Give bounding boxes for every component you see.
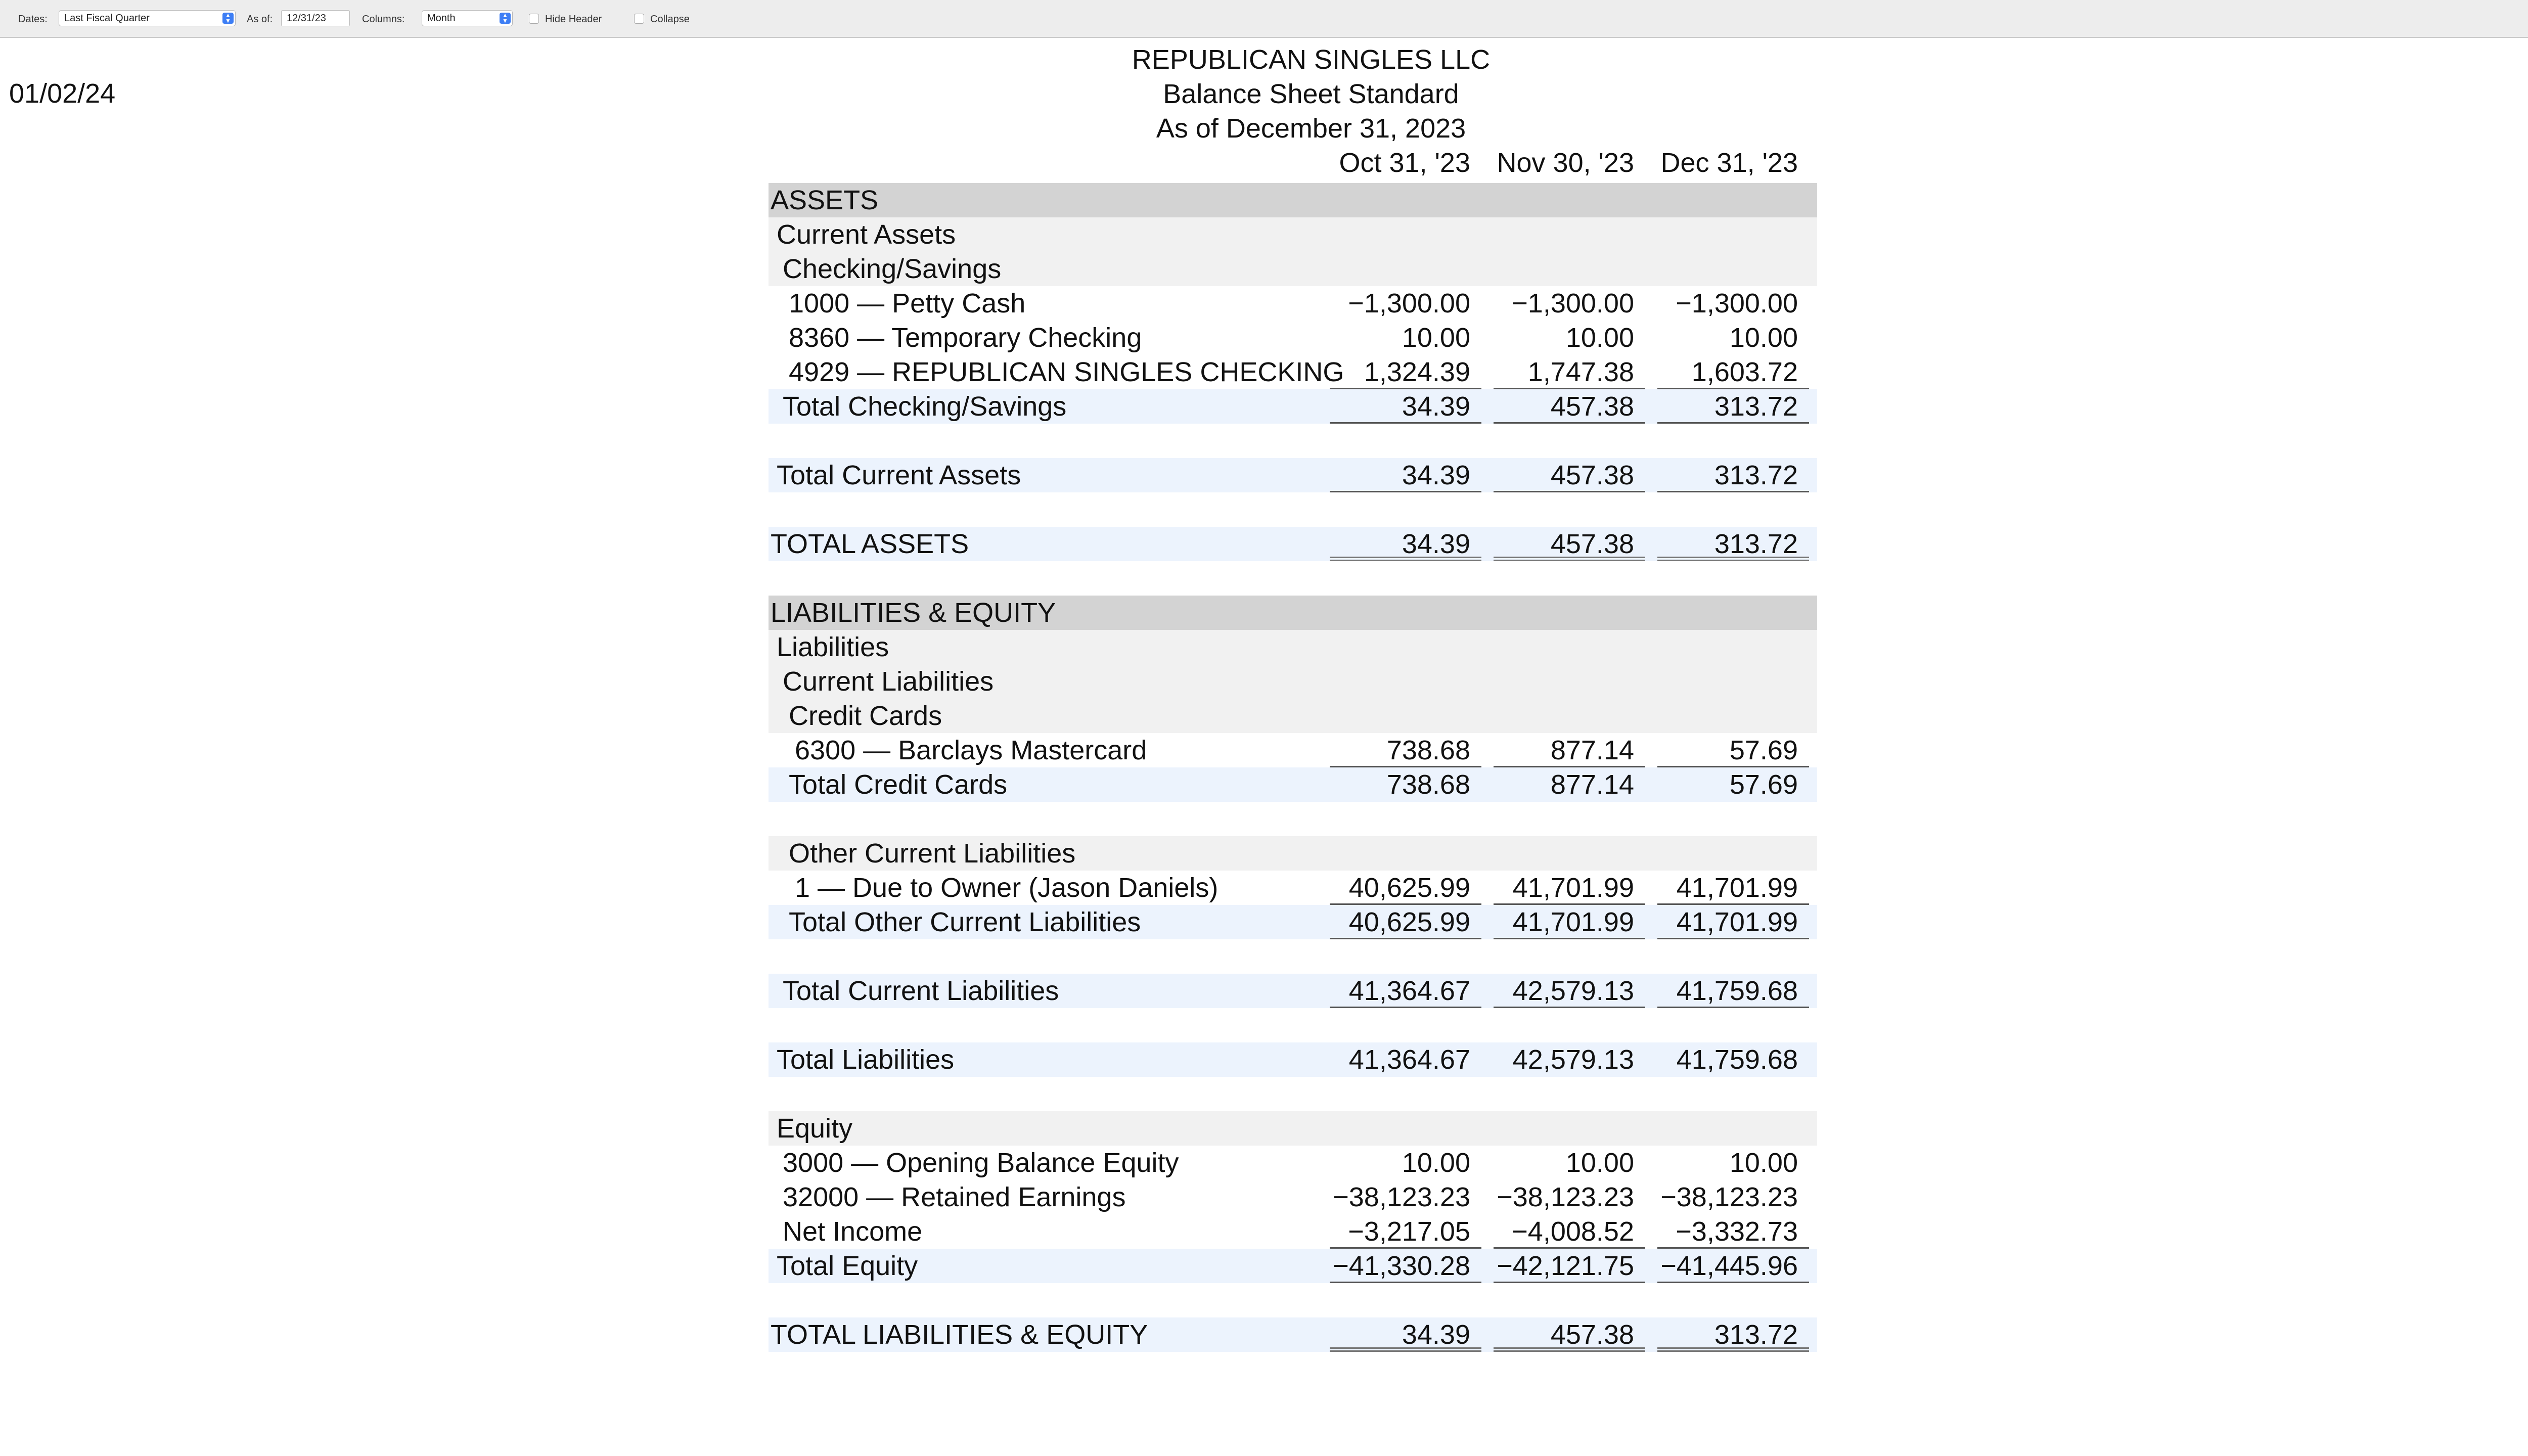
hide-header-label: Hide Header bbox=[545, 14, 602, 25]
amount-cell: 313.72 bbox=[1657, 458, 1809, 492]
report-row bbox=[769, 217, 1817, 252]
amount-cell: 10.00 bbox=[1402, 323, 1470, 353]
row-label: TOTAL LIABILITIES & EQUITY bbox=[771, 1320, 1148, 1350]
row-label: Total Current Assets bbox=[777, 460, 1021, 490]
amount-cell: −1,300.00 bbox=[1676, 288, 1798, 318]
amount-cell: 457.38 bbox=[1494, 389, 1645, 424]
amount-cell: 457.38 bbox=[1494, 458, 1645, 492]
row-label: 3000 — Opening Balance Equity bbox=[783, 1148, 1179, 1178]
company-name: REPUBLICAN SINGLES LLC bbox=[1132, 44, 1491, 75]
amount-cell: 457.38 bbox=[1494, 527, 1645, 561]
report-row bbox=[769, 630, 1817, 664]
asof-date-field[interactable] bbox=[281, 10, 350, 26]
asof-label: As of: bbox=[247, 14, 273, 25]
amount-cell: −41,445.96 bbox=[1657, 1249, 1809, 1283]
collapse-checkbox[interactable] bbox=[634, 14, 644, 24]
amount-cell: 34.39 bbox=[1330, 527, 1481, 561]
spacer-row bbox=[769, 492, 1817, 527]
row-label: 8360 — Temporary Checking bbox=[789, 323, 1142, 353]
row-label: LIABILITIES & EQUITY bbox=[771, 598, 1056, 628]
row-label: Total Liabilities bbox=[777, 1044, 955, 1075]
row-label: Total Equity bbox=[777, 1251, 918, 1281]
amount-cell: −3,217.05 bbox=[1330, 1214, 1481, 1249]
amount-cell: 313.72 bbox=[1657, 1317, 1809, 1352]
report-row bbox=[769, 1042, 1817, 1077]
amount-cell: 877.14 bbox=[1494, 733, 1645, 767]
report-row bbox=[769, 974, 1817, 1008]
amount-cell: −3,332.73 bbox=[1657, 1214, 1809, 1249]
amount-cell: −38,123.23 bbox=[1333, 1182, 1470, 1212]
amount-cell: 57.69 bbox=[1657, 733, 1809, 767]
row-label: Liabilities bbox=[777, 632, 889, 662]
hide-header-checkbox[interactable] bbox=[529, 14, 539, 24]
report-row bbox=[769, 836, 1817, 871]
amount-cell: 738.68 bbox=[1330, 733, 1481, 767]
amount-cell: 10.00 bbox=[1565, 323, 1634, 353]
report-row bbox=[769, 252, 1817, 286]
amount-cell: 34.39 bbox=[1330, 389, 1481, 424]
amount-cell: 41,701.99 bbox=[1494, 871, 1645, 905]
columns-select[interactable] bbox=[422, 10, 513, 26]
report-row bbox=[769, 871, 1817, 905]
amount-cell: 313.72 bbox=[1657, 389, 1809, 424]
amount-cell: 738.68 bbox=[1386, 769, 1470, 800]
row-label: Current Assets bbox=[777, 219, 956, 250]
amount-cell: 1,603.72 bbox=[1657, 355, 1809, 389]
amount-cell: 10.00 bbox=[1565, 1148, 1634, 1178]
report-toolbar bbox=[0, 0, 2528, 38]
report-row bbox=[769, 664, 1817, 699]
amount-cell: 10.00 bbox=[1729, 323, 1798, 353]
spacer-row bbox=[769, 939, 1817, 974]
report-title: Balance Sheet Standard bbox=[1163, 79, 1459, 109]
spacer-row bbox=[769, 424, 1817, 458]
report-row bbox=[769, 733, 1817, 767]
dates-label: Dates: bbox=[18, 14, 48, 25]
row-label: 32000 — Retained Earnings bbox=[783, 1182, 1126, 1212]
print-date: 01/02/24 bbox=[9, 78, 116, 109]
amount-cell: 41,701.99 bbox=[1657, 871, 1809, 905]
row-label: Checking/Savings bbox=[783, 254, 1002, 284]
amount-cell: 41,701.99 bbox=[1657, 905, 1809, 939]
report-row bbox=[769, 1249, 1817, 1283]
amount-cell: 40,625.99 bbox=[1330, 905, 1481, 939]
amount-cell: 41,759.68 bbox=[1657, 974, 1809, 1008]
spacer-row bbox=[769, 561, 1817, 596]
report-row bbox=[769, 699, 1817, 733]
amount-cell: 41,759.68 bbox=[1676, 1044, 1798, 1075]
amount-cell: 877.14 bbox=[1550, 769, 1634, 800]
amount-cell: −41,330.28 bbox=[1330, 1249, 1481, 1283]
row-label: 4929 — REPUBLICAN SINGLES CHECKING bbox=[789, 357, 1344, 387]
amount-cell: 41,364.67 bbox=[1330, 974, 1481, 1008]
report-row bbox=[769, 1111, 1817, 1146]
spacer-row bbox=[769, 1283, 1817, 1317]
row-label: Current Liabilities bbox=[783, 666, 994, 697]
report-row bbox=[769, 1214, 1817, 1249]
row-label: 1000 — Petty Cash bbox=[789, 288, 1026, 318]
row-label: Credit Cards bbox=[789, 701, 942, 731]
amount-cell: 10.00 bbox=[1402, 1148, 1470, 1178]
column-header-nov: Nov 30, '23 bbox=[1497, 148, 1634, 178]
amount-cell: 10.00 bbox=[1729, 1148, 1798, 1178]
report-row bbox=[769, 905, 1817, 939]
dates-select[interactable] bbox=[59, 10, 236, 26]
amount-cell: 1,747.38 bbox=[1494, 355, 1645, 389]
row-label: ASSETS bbox=[771, 185, 879, 215]
row-label: 1 — Due to Owner (Jason Daniels) bbox=[795, 873, 1218, 903]
dates-select-value: Last Fiscal Quarter bbox=[64, 13, 150, 24]
columns-select-value: Month bbox=[427, 13, 456, 24]
spacer-row bbox=[769, 802, 1817, 836]
amount-cell: −42,121.75 bbox=[1494, 1249, 1645, 1283]
columns-label: Columns: bbox=[362, 14, 405, 25]
report-row bbox=[769, 527, 1817, 561]
report-row bbox=[769, 355, 1817, 389]
amount-cell: 34.39 bbox=[1330, 458, 1481, 492]
collapse-label: Collapse bbox=[650, 14, 690, 25]
report-row bbox=[769, 321, 1817, 355]
spacer-row bbox=[769, 1008, 1817, 1042]
amount-cell: 41,701.99 bbox=[1494, 905, 1645, 939]
spacer-row bbox=[769, 1077, 1817, 1111]
row-label: Net Income bbox=[783, 1216, 923, 1247]
column-header-oct: Oct 31, '23 bbox=[1339, 148, 1470, 178]
amount-cell: 313.72 bbox=[1657, 527, 1809, 561]
amount-cell: 457.38 bbox=[1494, 1317, 1645, 1352]
amount-cell: 42,579.13 bbox=[1494, 974, 1645, 1008]
select-arrows-icon: ▲ ▼ bbox=[222, 13, 234, 24]
amount-cell: 1,324.39 bbox=[1330, 355, 1481, 389]
report-rows bbox=[769, 183, 1817, 1352]
report-row bbox=[769, 286, 1817, 321]
report-subtitle: As of December 31, 2023 bbox=[1156, 113, 1466, 144]
amount-cell: 34.39 bbox=[1330, 1317, 1481, 1352]
row-label: TOTAL ASSETS bbox=[771, 529, 969, 559]
report-row bbox=[769, 1317, 1817, 1352]
report-row bbox=[769, 1146, 1817, 1180]
row-label: Other Current Liabilities bbox=[789, 838, 1076, 869]
row-label: Equity bbox=[777, 1113, 853, 1144]
report-row bbox=[769, 389, 1817, 424]
report-row bbox=[769, 596, 1817, 630]
row-label: Total Current Liabilities bbox=[783, 976, 1059, 1006]
amount-cell: 57.69 bbox=[1729, 769, 1798, 800]
report-row bbox=[769, 1180, 1817, 1214]
amount-cell: −38,123.23 bbox=[1660, 1182, 1798, 1212]
row-label: Total Checking/Savings bbox=[783, 391, 1067, 422]
report-row bbox=[769, 183, 1817, 217]
row-label: Total Other Current Liabilities bbox=[789, 907, 1141, 937]
amount-cell: −38,123.23 bbox=[1497, 1182, 1634, 1212]
column-header-dec: Dec 31, '23 bbox=[1660, 148, 1798, 178]
amount-cell: 42,579.13 bbox=[1512, 1044, 1634, 1075]
amount-cell: 41,364.67 bbox=[1348, 1044, 1470, 1075]
select-arrows-icon: ▲ ▼ bbox=[500, 13, 511, 24]
row-label: 6300 — Barclays Mastercard bbox=[795, 735, 1147, 765]
amount-cell: −1,300.00 bbox=[1512, 288, 1634, 318]
asof-date-value: 12/31/23 bbox=[287, 13, 326, 24]
row-label: Total Credit Cards bbox=[789, 769, 1008, 800]
amount-cell: −4,008.52 bbox=[1494, 1214, 1645, 1249]
amount-cell: 40,625.99 bbox=[1330, 871, 1481, 905]
amount-cell: −1,300.00 bbox=[1348, 288, 1470, 318]
report-row bbox=[769, 767, 1817, 802]
report-row bbox=[769, 458, 1817, 492]
